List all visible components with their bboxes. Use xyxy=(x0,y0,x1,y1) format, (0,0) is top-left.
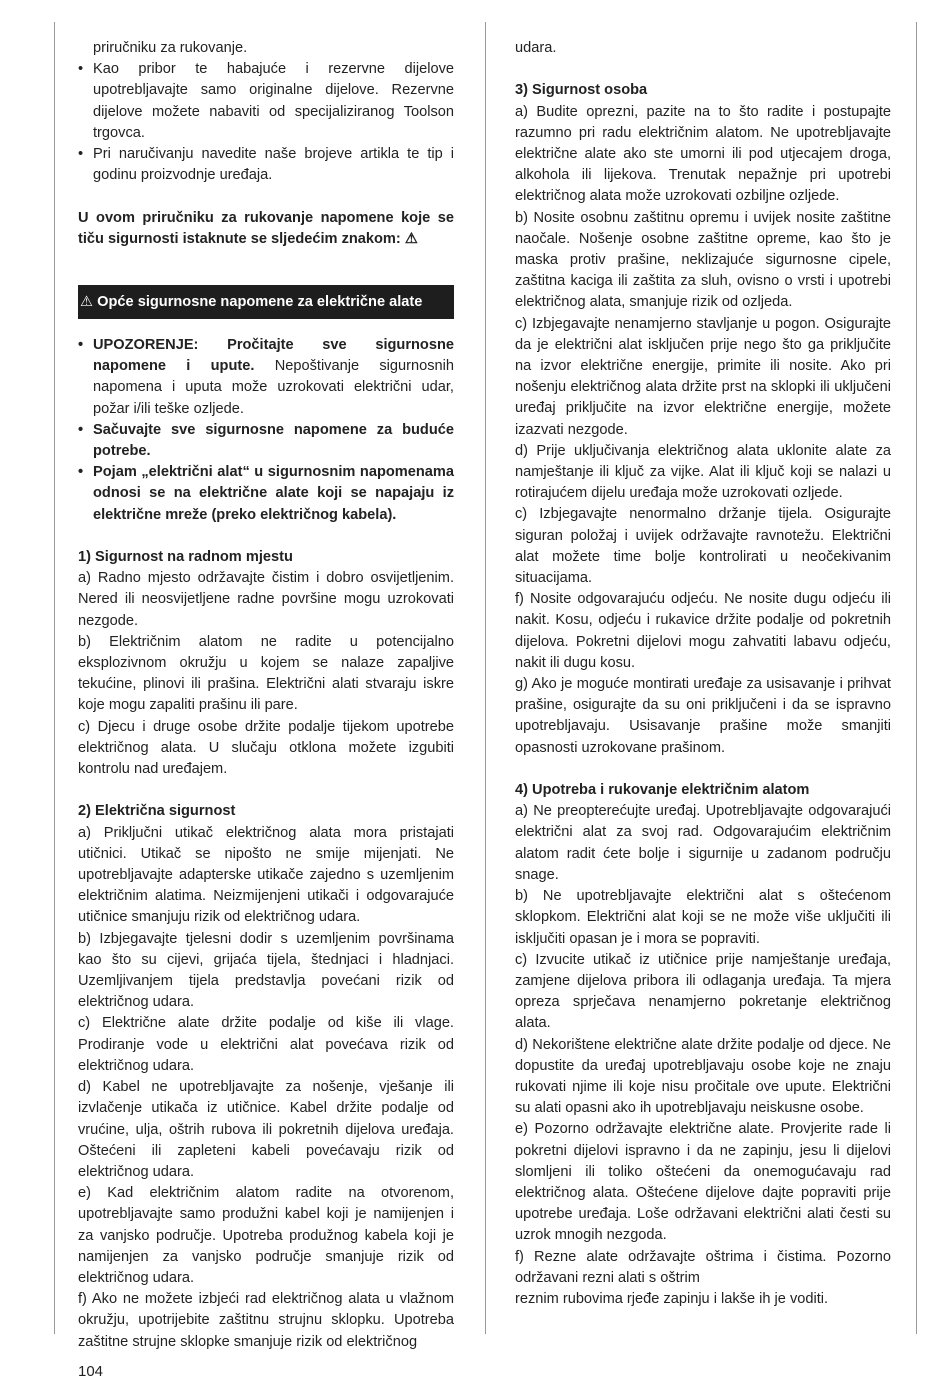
list-item: • UPOZORENJE: Pročitajte sve sigurnosne napomene i upute. Nepoštivanje sigurnosnih napomena i uputa može uzrokovati električni udar, požar i/ili teške ozljede. xyxy=(78,335,454,420)
page-number: 104 xyxy=(78,1363,104,1380)
section-heading: 2) Električna sigurnost xyxy=(78,803,236,820)
safety-bullet-list xyxy=(78,335,454,526)
left-column-rule xyxy=(54,22,55,1334)
list-item: • Sačuvajte sve sigurnosne napomene za buduće potrebe. xyxy=(78,420,454,462)
intro-continuation: priručniku za rukovanje. xyxy=(93,40,248,56)
paragraph: c) Izvucite utikač iz utičnice prije namještanje uređaja, zamjene dijelova pribora ili odlaganja uređaja. Ta mjera opreza sprječava nenamjerno pokretanje električnog alata. xyxy=(515,951,891,1032)
paragraph: f) Rezne alate održavajte oštrima i čistima. Pozorno održavani rezni alati s oštrim xyxy=(515,1248,891,1286)
list-item: • Pri naručivanju navedite naše brojeve artikla te tip i godinu proizvodnje uređaja. xyxy=(78,144,454,186)
paragraph: a) Budite oprezni, pazite na to što radite i postupajte razumno pri radu električnim alatom. Ne upotrebljavajte električne alate ako ste umorni ili pod utjecajem droga, alkohola ili lijekova. Trenutak nepažnje pri upotrebi električnog alata može uzrokovati ozbiljne ozljede. xyxy=(515,103,891,205)
section-banner xyxy=(78,285,454,319)
warning-triangle-icon: ⚠ xyxy=(80,294,94,311)
section-heading: 4) Upotreba i rukovanje električnim alatom xyxy=(515,782,810,799)
paragraph: b) Izbjegavajte tjelesni dodir s uzemljenim površinama kao što su cijevi, grijaća tijela, štednjaci i hladnjaci. Uzemljivanjem tijela predstavlja povećani rizik od električnog udara. xyxy=(78,930,454,1011)
paragraph: e) Pozorno održavajte električne alate. Provjerite rade li pokretni dijelovi ispravno i da ne zapinju, jesu li dijelovi slomljeni ili toliko oštećeni da onemogućavaju rad električnog alata. Oštećene dijelove dajte popraviti prije upotrebe uređaja. Loše održavani električni alati česti su uzrok mnogih nezgoda. xyxy=(515,1121,891,1244)
list-item: • Pojam „električni alat“ u sigurnosnim napomenama odnosi se na električne alate koji se napajaju iz električne mreže (preko električnog kabela). xyxy=(78,462,454,526)
paragraph: c) Izbjegavajte nenamjerno stavljanje u pogon. Osigurajte da je električni alat isključen prije nego što ga priključite na izvor električne energije, primite ili nosite. Ako pri nošenju električnog alata držite prst na sklopki ili uključeni uređaj priključite na izvor električne energije, možete izazvati nezgode. xyxy=(515,315,891,438)
section-heading: 1) Sigurnost na radnom mjestu xyxy=(78,549,293,566)
intro-bullet-list xyxy=(78,59,454,186)
paragraph: d) Nekorištene električne alate držite podalje od djece. Ne dopustite da uređaj upotrebljavaju osobe koje ne znaju rukovati njime ili koje nisu pročitale ove upute. Električni su alati opasni ako ih upotrebljavaju neiskusne osobe. xyxy=(515,1036,891,1117)
paragraph-continuation: udara. xyxy=(515,40,557,56)
paragraph: e) Kad električnim alatom radite na otvorenom, upotrebljavajte samo produžni kabel koji je namijenjen i za vanjsko područje. Upotreba produžnog kabela koji je namijenjen za vanjsko područje smanjuje rizik od električnog udara. xyxy=(78,1185,454,1286)
center-column-rule xyxy=(485,22,486,1334)
warning-triangle-icon: ⚠ xyxy=(404,230,418,247)
safety-notice xyxy=(78,208,454,250)
paragraph: d) Prije uključivanja električnog alata uklonite alate za namještanje ili ključ za vijke. Alat ili ključ koji se nalazi u rotirajućem dijelu uređaja može uzrokovati ozljede. xyxy=(515,442,891,502)
safety-notice-text: U ovom priručniku za rukovanje napomene koje se tiču sigurnosti istaknute se sljedećim znakom: xyxy=(78,209,454,247)
paragraph: c) Izbjegavajte nenormalno držanje tijela. Osigurajte siguran položaj i uvijek održavajte ravnotežu. Električni alat možete time bolje kontrolirati u neočekivanim situacijama. xyxy=(515,506,891,587)
paragraph: a) Ne preopterećujte uređaj. Upotrebljavajte odgovarajući električni alat za svoj rad. Odgovarajućim električnim alatom radit ćete bolje i sigurnije u zadanom području snage. xyxy=(515,803,891,883)
right-column xyxy=(515,38,891,1310)
paragraph: a) Radno mjesto održavajte čistim i dobro osvijetljenim. Nered ili neosvijetljene radne površine mogu uzrokovati nezgode. xyxy=(78,570,454,629)
banner-title: Opće sigurnosne napomene za električne alate xyxy=(97,294,423,311)
left-column xyxy=(78,38,454,1353)
paragraph: c) Električne alate držite podalje od kiše ili vlage. Prodiranje vode u električni alat povećava rizik od električnog udara. xyxy=(78,1015,454,1074)
paragraph: b) Električnim alatom ne radite u potencijalno eksplozivnom okružju u kojem se nalaze zapaljive tekućine, plinovi ili prašina. Električni alati stvaraju iskre koje mogu zapaliti prašinu ili pare. xyxy=(78,633,454,714)
paragraph: b) Ne upotrebljavajte električni alat s oštećenom sklopkom. Električni alat koji se ne može više uključiti ili isključiti opasan je i mora se popraviti. xyxy=(515,888,891,947)
right-column-rule xyxy=(916,22,917,1334)
paragraph: d) Kabel ne upotrebljavajte za nošenje, vješanje ili izvlačenje utikača iz utičnice. Kabel držite podalje od vrućine, ulja, oštrih rubova ili pokretnih dijelova uređaja. Oštećeni ili zapleteni kabeli povećavaju rizik od električnog udara. xyxy=(78,1079,454,1180)
paragraph: b) Nosite osobnu zaštitnu opremu i uvijek nosite zaštitne naočale. Nošenje osobne zaštitne opreme, kao što je maska protiv prašine, neklizajuće sigurnosne cipele, zaštitna kaciga ili zaštita za sluh, ovisno o vrsti i upotrebi električnog alata, smanjuje rizik od ozljeda. xyxy=(515,209,891,311)
paragraph: g) Ako je moguće montirati uređaje za usisavanje i prihvat prašine, osigurajte da su oni priključeni i da se ispravno upotrebljavaju. Usisavanje prašine može smanjiti opasnosti uzrokovane prašinom. xyxy=(515,676,891,756)
section-heading: 3) Sigurnost osoba xyxy=(515,82,648,99)
list-item: • Kao pribor te habajuće i rezervne dijelove upotrebljavajte samo originalne dijelove. Rezervne dijelove možete nabaviti od specijaliziranog Toolson trgovca. xyxy=(78,59,454,144)
paragraph: c) Djecu i druge osobe držite podalje tijekom upotrebe električnog alata. U slučaju otklona možete izgubiti kontrolu nad uređajem. xyxy=(78,718,454,778)
paragraph: f) Ako ne možete izbjeći rad električnog alata u vlažnom okružju, upotrijebite zaštitnu strujnu sklopku. Upotreba zaštitne strujne sklopke smanjuje rizik od električnog xyxy=(78,1291,454,1350)
paragraph: reznim rubovima rjeđe zapinju i lakše ih je voditi. xyxy=(515,1290,829,1307)
paragraph: a) Priključni utikač električnog alata mora pristajati utičnici. Utikač se nipošto ne smije mijenjati. Ne upotrebljavajte adapterske utikače zajedno s uzemljenim električnim alatima. Neizmijenjeni utikači i odgovarajuće utičnice smanjuju rizik od električnog udara. xyxy=(78,824,454,926)
paragraph: f) Nosite odgovarajuću odjeću. Ne nosite dugu odjeću ili nakit. Kosu, odjeću i rukavice držite podalje od pokretnih dijelova. Pokretni dijelovi mogu zahvatiti labavu odjeću, nakit ili dugu kosu. xyxy=(515,591,891,671)
